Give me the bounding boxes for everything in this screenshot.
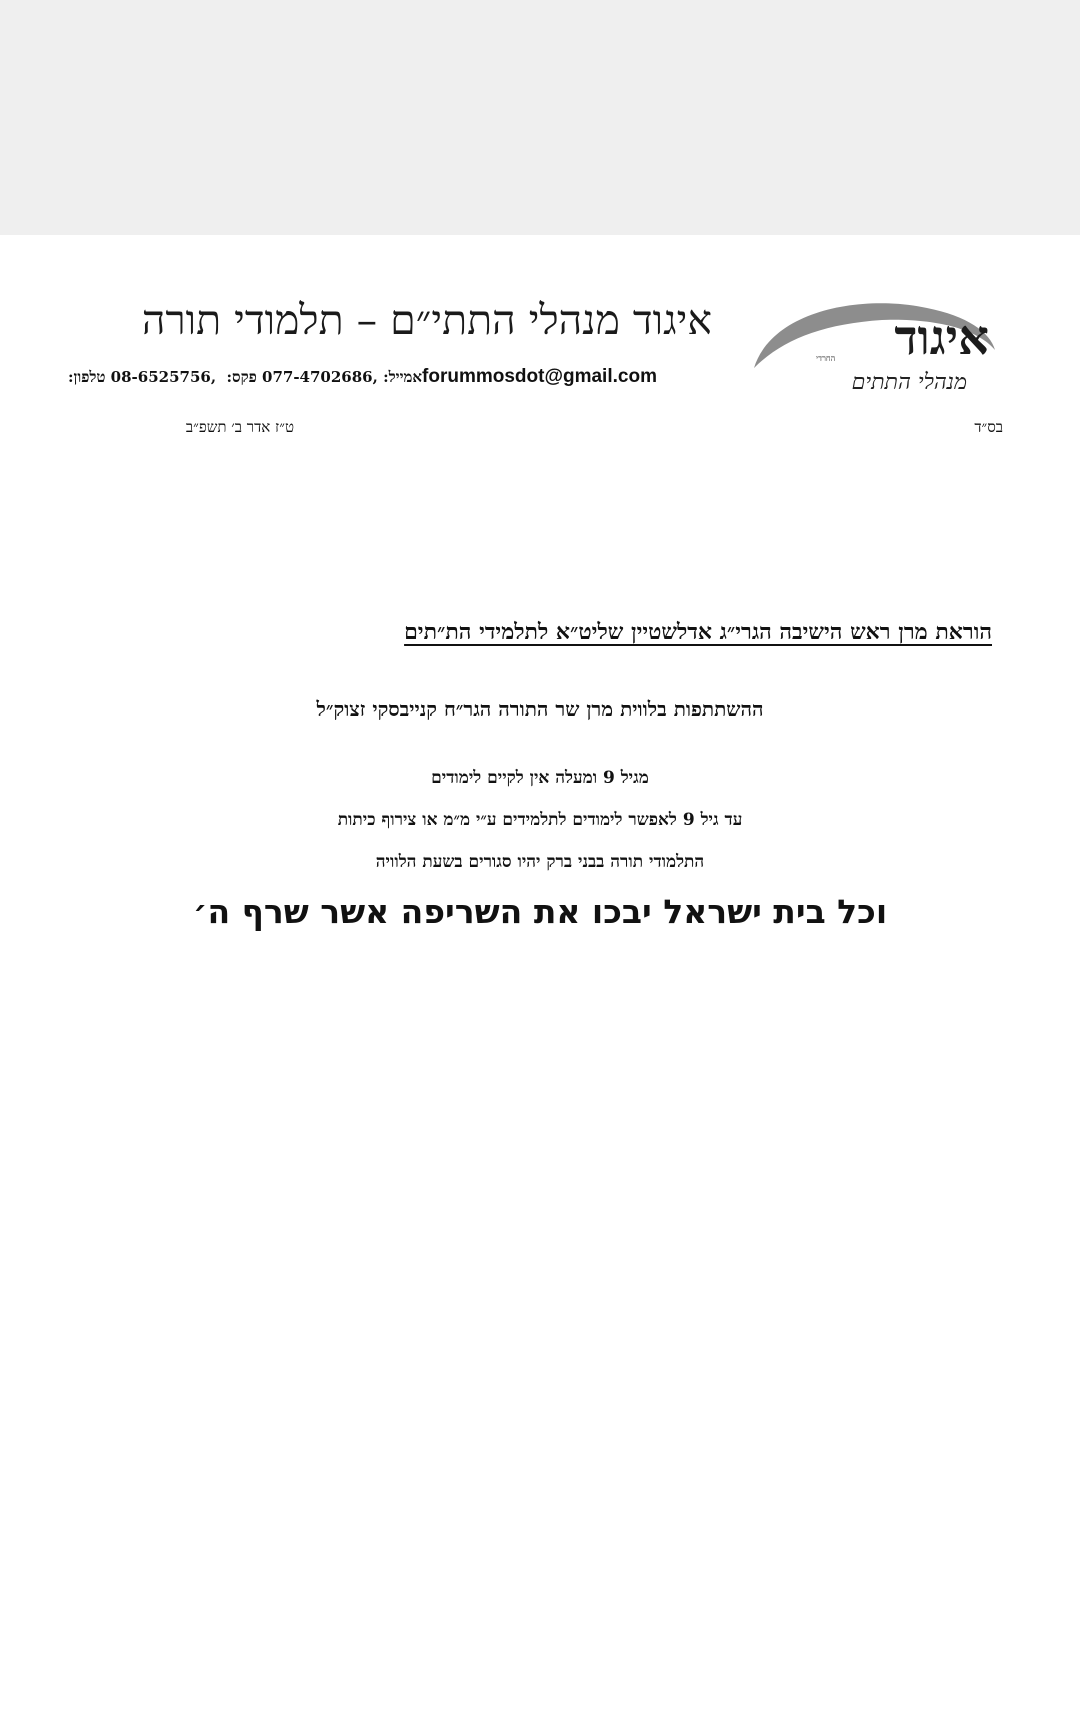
closing-verse: וכל בית ישראל יבכו את השריפה אשר שרף ה׳ [192, 892, 888, 931]
logo-main-text: איגוד [894, 310, 989, 366]
bsd-mark: בס״ד [974, 418, 1003, 436]
letter-page [0, 235, 1080, 1720]
notice-line-participation: ההשתתפות בלווית מרן שר התורה הגר״ח קנייבסקי זצוק״ל [316, 697, 764, 721]
hebrew-date: ט״ז אדר ב׳ תשפ״ב [185, 418, 294, 436]
organization-logo [752, 298, 997, 406]
contact-details [68, 366, 694, 388]
organization-title: איגוד מנהלי התתי״ם – תלמודי תורה [141, 296, 712, 344]
top-blank-band [0, 0, 1080, 235]
logo-small-text: החרדי [816, 354, 836, 363]
email-label: אמייל: [383, 368, 423, 386]
notice-line-under-9: עד גיל 9 לאפשר לימודים לתלמידים ע״י מ״מ או צירוף כיתות [337, 810, 743, 830]
notice-line-age-9-up: מגיל 9 ומעלה אין לקיים לימודים [431, 768, 649, 788]
fax-number: 077-4702686, [262, 368, 378, 386]
fax-label: פקס: [226, 368, 257, 386]
logo-subtitle: מנהלי התתים [851, 370, 967, 395]
email-address[interactable]: forummosdot@gmail.com [422, 366, 657, 387]
notice-heading: הוראת מרן ראש הישיבה הגרי״ג אדלשטיין שליט״א לתלמידי הת״תים [404, 619, 992, 645]
phone-label: טלפון: [68, 368, 106, 386]
phone-number: 08-6525756, [110, 368, 217, 386]
notice-line-closed: התלמודי תורה בבני ברק יהיו סגורים בשעת הלוויה [375, 852, 705, 872]
